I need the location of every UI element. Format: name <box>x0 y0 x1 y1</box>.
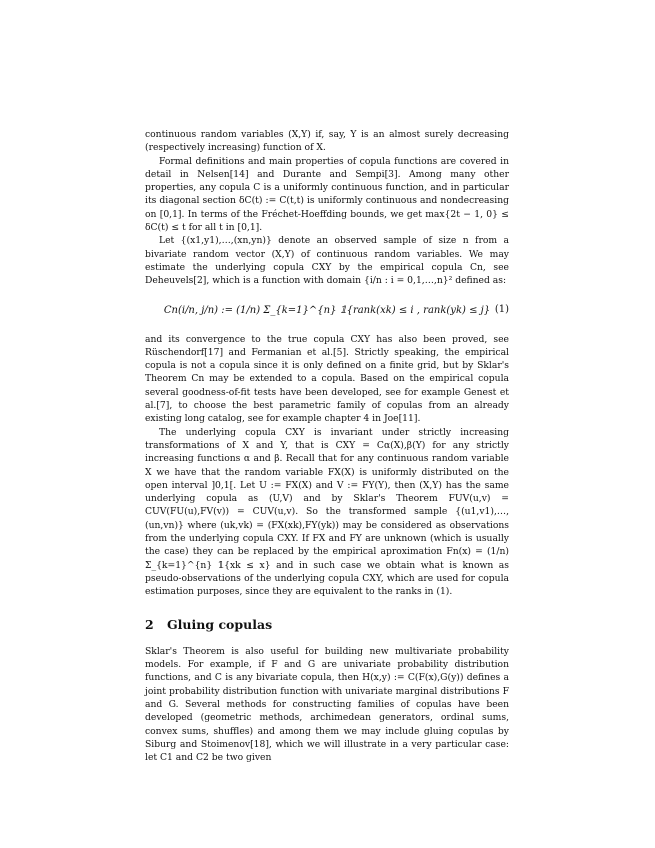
equation-number: (1) <box>494 303 509 315</box>
paragraph: Formal definitions and main properties of copula functions are covered in detail in Nelsen[14] and Durante and Sempi[3]. Among many other properties, any copula C is a uniformly continuous function, and in particular its diagonal section δC(t) := C(t,t) is uniformly continuous and nondecreasing on [0,1]. In terms of the Fréchet-Hoeffding bounds, we get max{2t − 1, 0} ≤ δC(t) ≤ t for all t in [0,1]. <box>145 155 509 234</box>
paragraph: Sklar's Theorem is also useful for building new multivariate probability models. For example, if F and G are univariate probability distribution functions, and C is any bivariate copula, then H(x,y) := C(F(x),G(y)) defines a joint probability distribution function with univariate marginal distributions F and G. Several methods for constructing families of copulas have been developed (geometric methods, archimedean generators, ordinal sums, convex sums, shuffles) and among them we may include gluing copulas by Siburg and Stoimenov[18], which we will illustrate in a very particular case: let C1 and C2 be two given <box>145 645 509 764</box>
paragraph: Let {(x1,y1),…,(xn,yn)} denote an observed sample of size n from a bivariate random vector (X,Y) of continuous random variables. We may estimate the underlying copula CXY by the empirical copula Cn, see Deheuvels[2], which is a function with domain {i/n : i = 0,1,…,n}² defined as: <box>145 235 509 287</box>
paragraph: and its convergence to the true copula CXY has also been proved, see Rüschendorf[17] and Fermanian et al.[5]. Strictly speaking, the empirical copula is not a copula since it is only defined on a finite grid, but by Sklar's Theorem Cn may be extended to a copula. Based on the empirical copula several goodness-of-fit tests have been developed, see for example Genest et al.[7], to choose the best parametric family of copulas from an already existing long catalog, see for example chapter 4 in Joe[11]. <box>145 333 509 425</box>
paragraph: The underlying copula CXY is invariant under strictly increasing transformations of X and Y, that is CXY = Cα(X),β(Y) for any strictly increasing functions α and β. Recall that for any continuous random variable X we have that the random variable FX(X) is uniformly distributed on the open interval ]0,1[. Let U := FX(X) and V := FY(Y), then (X,Y) has the same underlying copula as (U,V) and by Sklar's Theorem FUV(u,v) = CUV(FU(u),FV(v)) = CUV(u,v). So the transformed sample {(u1,v1),…,(un,vn)} where (uk,vk) = (FX(xk),FY(yk)) may be considered as observations from the underlying copula CXY. If FX and FY are unknown (which is usually the case) they can be replaced by the empirical aproximation Fn(x) = (1/n) Σ_{k=1}^{n} 𝟙{xk ≤ x} and in such case we obtain what is known as pseudo-observations of the underlying copula CXY, which are used for copula estimation purposes, since they are equivalent to the ranks in (1). <box>145 426 509 598</box>
equation-1 <box>145 291 509 331</box>
section-title: Gluing copulas <box>167 616 273 632</box>
section-heading <box>145 618 509 631</box>
equation-body: Cn(i/n, j/n) := (1/n) Σ_{k=1}^{n} 𝟙{rank(xk) ≤ i , rank(yk) ≤ j} <box>163 304 491 316</box>
section-number: 2 <box>145 616 154 632</box>
paragraph: continuous random variables (X,Y) if, say, Y is an almost surely decreasing (respectively increasing) function of X. <box>145 129 509 154</box>
paper-page <box>145 128 509 764</box>
